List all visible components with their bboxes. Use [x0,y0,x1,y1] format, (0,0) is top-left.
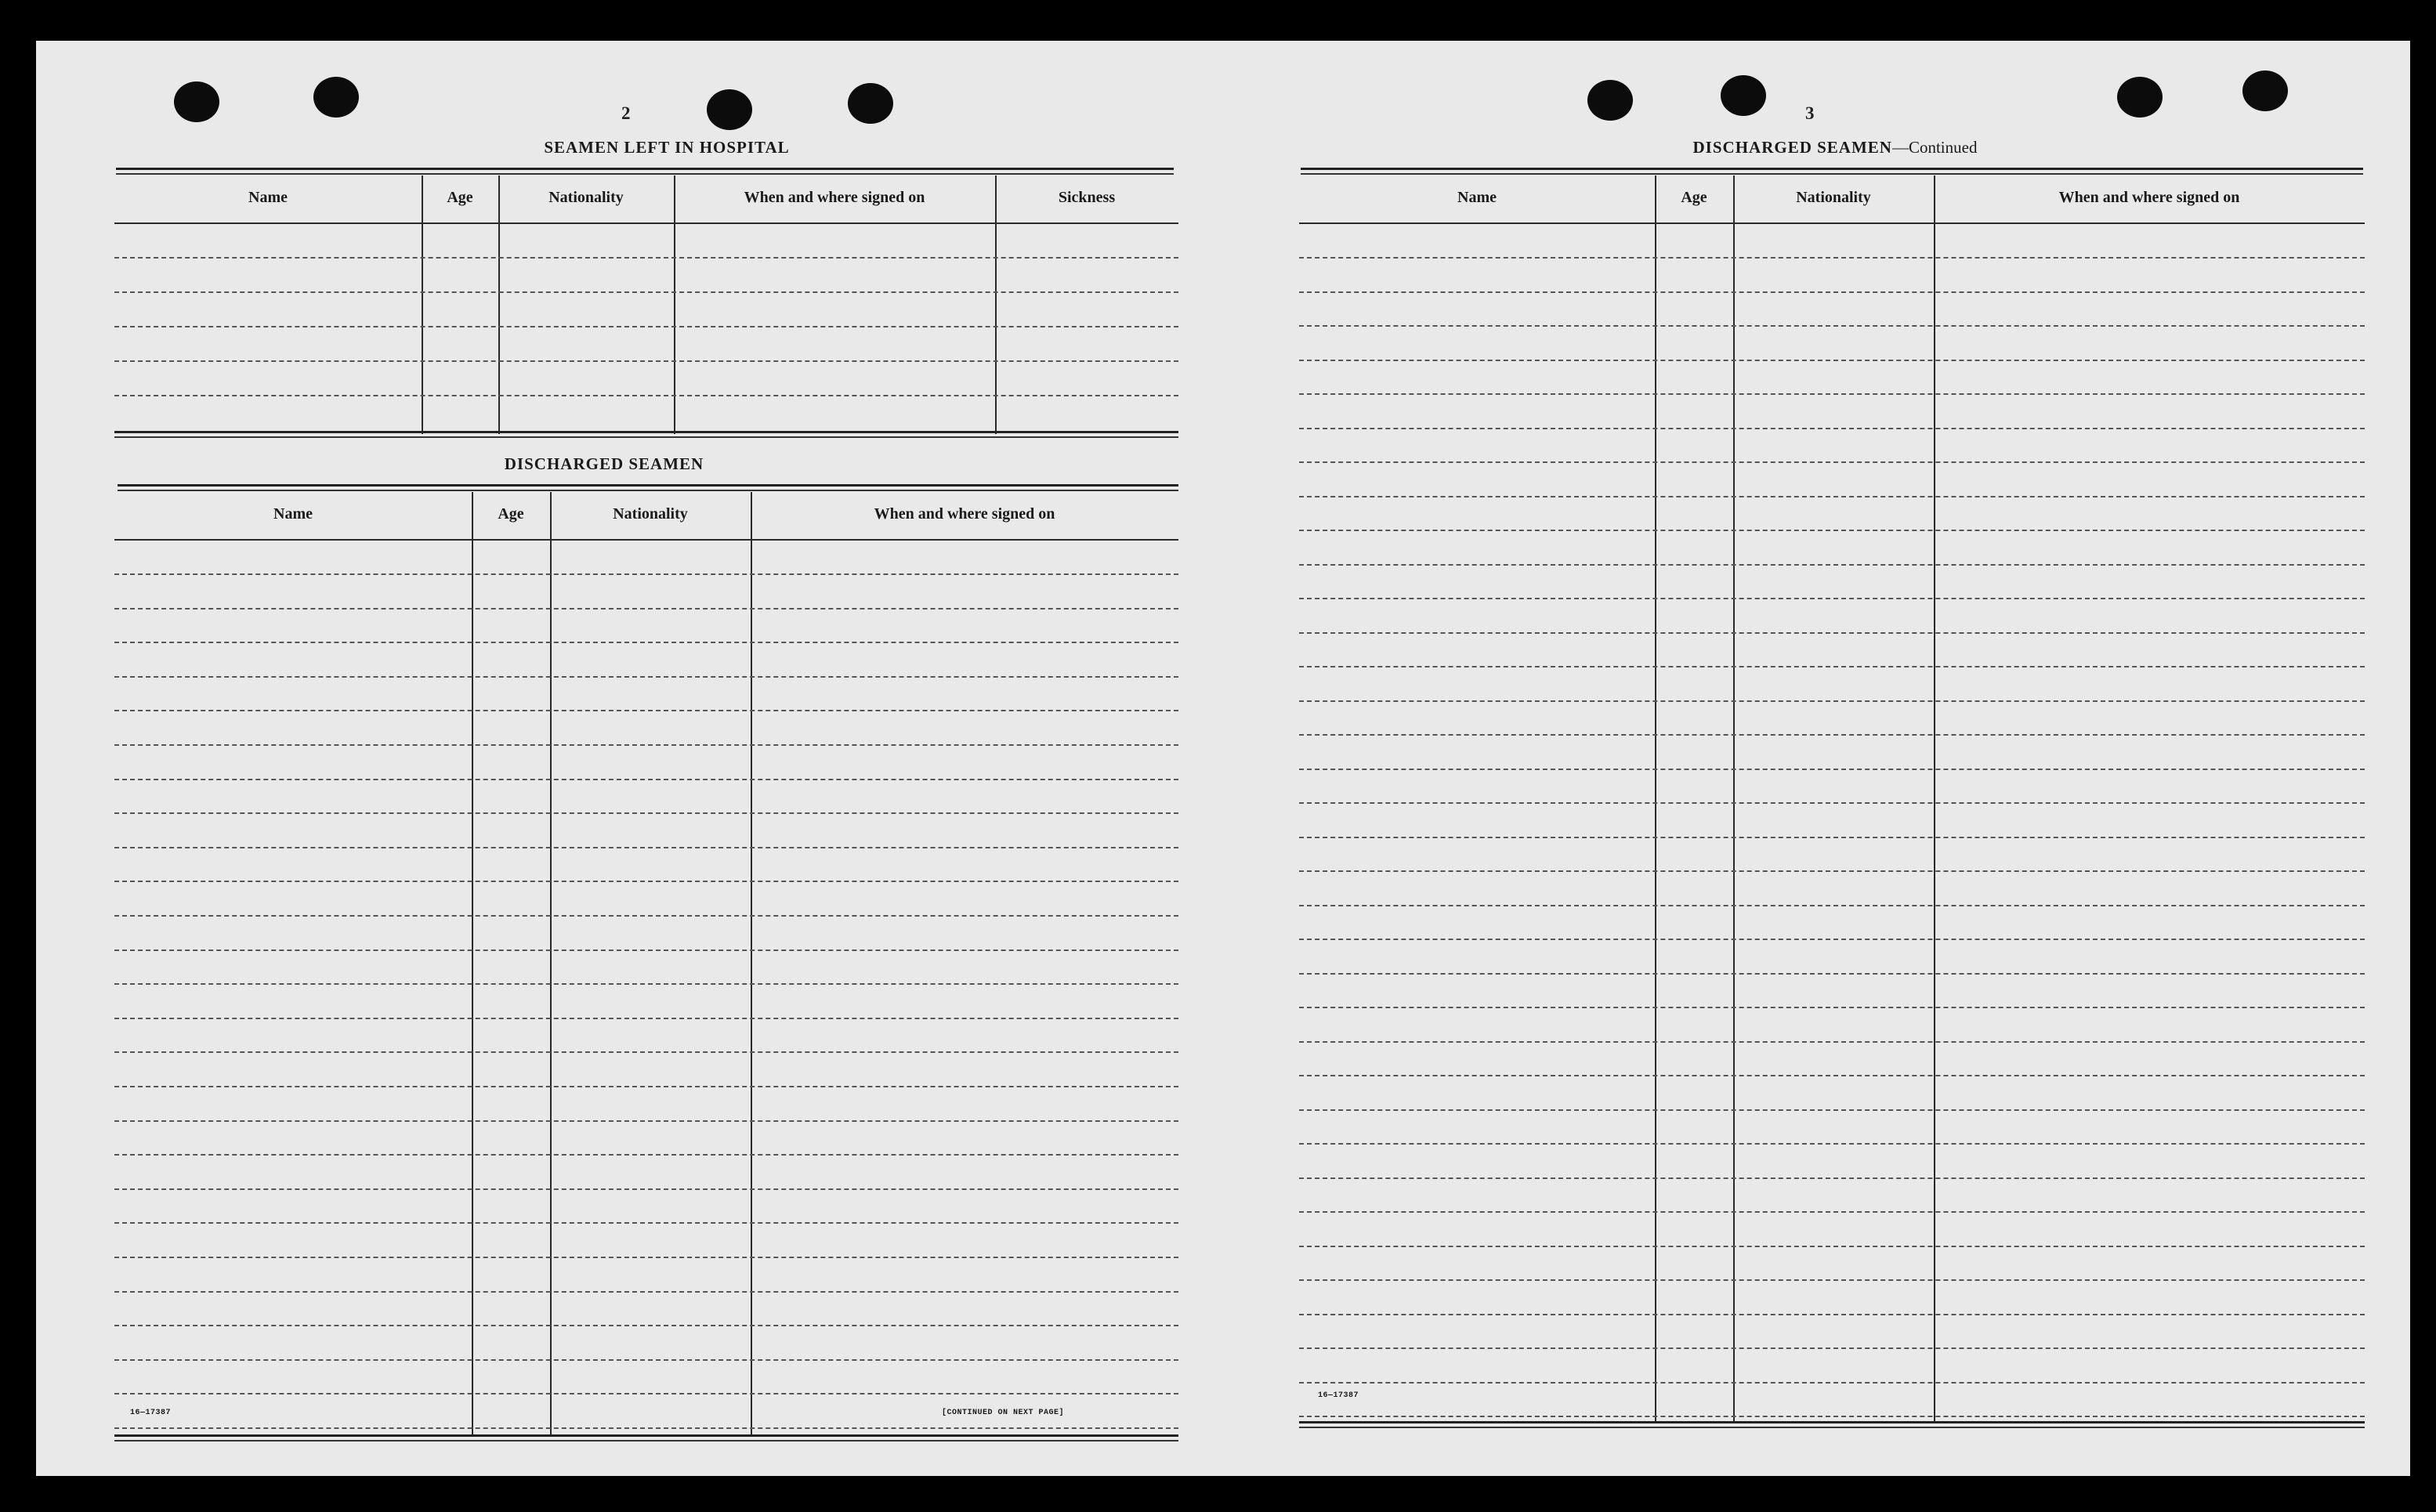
discharged-table-left [114,492,1178,1440]
entry-row-line [1299,325,2365,327]
column-divider [550,492,552,1436]
column-divider [1934,175,1935,1423]
hospital-header-name: Name [248,189,288,206]
entry-row-line [1299,428,2365,429]
entry-row-line [1299,360,2365,361]
right-header-age: Age [1681,189,1707,206]
entry-row-line [1299,1177,2365,1179]
column-divider [1733,175,1735,1423]
entry-row-line [1299,461,2365,463]
punch-hole [1721,75,1766,116]
entry-row-line [114,983,1178,985]
right-top-rule [1301,168,2363,170]
entry-row-line [114,1291,1178,1293]
column-divider [751,492,752,1436]
right-header-when-where: When and where signed on [2058,189,2240,206]
entry-row-line [114,1154,1178,1156]
entry-row-line [114,360,1178,362]
entry-row-line [114,1325,1178,1326]
hospital-header-nationality: Nationality [548,189,624,206]
entry-row-line [114,395,1178,396]
entry-row-line [114,573,1178,575]
entry-row-line [1299,837,2365,838]
entry-row-line [1299,1143,2365,1145]
discharged-continued-title-main: DISCHARGED SEAMEN [1692,138,1892,157]
entry-row-line [1299,1075,2365,1076]
entry-row-line [114,1257,1178,1258]
entry-row-line [1299,1211,2365,1213]
entry-row-line [114,1120,1178,1122]
column-divider [472,492,473,1436]
hospital-top-rule [116,168,1174,170]
entry-row-line [1299,564,2365,566]
entry-row-line [114,1018,1178,1019]
entry-row-line [1299,973,2365,975]
entry-row-line [1299,1314,2365,1315]
punch-hole [848,83,893,124]
entry-row-line [114,642,1178,643]
discharged-header-rule [114,539,1178,541]
discharged-continued-title [1584,138,2086,157]
hospital-section-title: SEAMEN LEFT IN HOSPITAL [544,138,790,157]
entry-row-line [114,915,1178,917]
entry-row-line [1299,1109,2365,1111]
entry-row-line [1299,632,2365,634]
entry-row-line [1299,734,2365,736]
entry-row-line [1299,1007,2365,1008]
entry-row-line [114,1393,1178,1394]
right-header-name: Name [1457,189,1497,206]
entry-row-line [114,847,1178,848]
continued-note: [CONTINUED ON NEXT PAGE] [942,1409,1065,1417]
punch-hole [2117,77,2163,118]
entry-row-line [114,608,1178,610]
document-scan [36,41,2410,1476]
entry-row-line [1299,1382,2365,1384]
entry-row-line [1299,666,2365,667]
hospital-table [114,175,1178,473]
discharged-top-rule [118,484,1178,487]
punch-hole [2242,71,2288,111]
punch-hole [174,81,219,122]
discharged-table-right [1299,175,2365,1429]
discharged-continued-suffix: —Continued [1891,138,1978,157]
discharged-header-when-where: When and where signed on [874,505,1055,523]
hospital-header-when-where: When and where signed on [744,189,925,206]
discharged-top-rule-2 [118,490,1178,491]
discharged-bottom-rule [114,1434,1178,1437]
discharged-header-age: Age [498,505,524,523]
entry-row-line [1299,530,2365,531]
right-top-rule-2 [1301,173,2363,175]
entry-row-line [114,326,1178,327]
entry-row-line [1299,870,2365,872]
entry-row-line [1299,291,2365,293]
entry-row-line [114,291,1178,293]
hospital-bottom-rule-2 [114,436,1178,438]
discharged-section-title: DISCHARGED SEAMEN [504,454,704,473]
entry-row-line [1299,257,2365,259]
right-header-nationality: Nationality [1796,189,1871,206]
entry-row-line [1299,1347,2365,1349]
entry-row-line [1299,939,2365,940]
hospital-header-rule [114,222,1178,224]
hospital-header-sickness: Sickness [1058,189,1116,206]
entry-row-line [1299,1416,2365,1417]
entry-row-line [114,257,1178,259]
entry-row-line [114,1051,1178,1053]
entry-row-line [114,1359,1178,1361]
entry-row-line [114,1086,1178,1087]
entry-row-line [114,1188,1178,1190]
right-header-rule [1299,222,2365,224]
hospital-top-rule-2 [116,173,1174,175]
form-number-right: 16—17387 [1318,1391,1359,1400]
page-number-right: 3 [1805,103,1815,123]
punch-hole [1587,80,1633,121]
entry-row-line [114,779,1178,780]
hospital-header-age: Age [447,189,473,206]
page-number-left: 2 [621,103,631,123]
entry-row-line [114,1222,1178,1224]
form-number-left: 16—17387 [130,1409,172,1417]
entry-row-line [1299,496,2365,497]
discharged-header-name: Name [273,505,313,523]
entry-row-line [114,710,1178,711]
right-bottom-rule-2 [1299,1427,2365,1428]
entry-row-line [1299,1041,2365,1043]
right-bottom-rule [1299,1421,2365,1423]
entry-row-line [1299,1279,2365,1281]
punch-hole [707,89,752,130]
entry-row-line [1299,905,2365,906]
discharged-header-nationality: Nationality [613,505,688,523]
entry-row-line [114,812,1178,814]
hospital-bottom-rule [114,431,1178,433]
punch-hole [313,77,359,118]
discharged-bottom-rule-2 [114,1440,1178,1441]
entry-row-line [1299,769,2365,770]
entry-row-line [114,881,1178,882]
entry-row-line [1299,393,2365,395]
entry-row-line [114,744,1178,746]
entry-row-line [1299,1246,2365,1247]
column-divider [1655,175,1656,1423]
entry-row-line [1299,598,2365,599]
entry-row-line [114,676,1178,678]
entry-row-line [1299,700,2365,702]
entry-row-line [114,1427,1178,1429]
entry-row-line [1299,802,2365,804]
entry-row-line [114,950,1178,951]
